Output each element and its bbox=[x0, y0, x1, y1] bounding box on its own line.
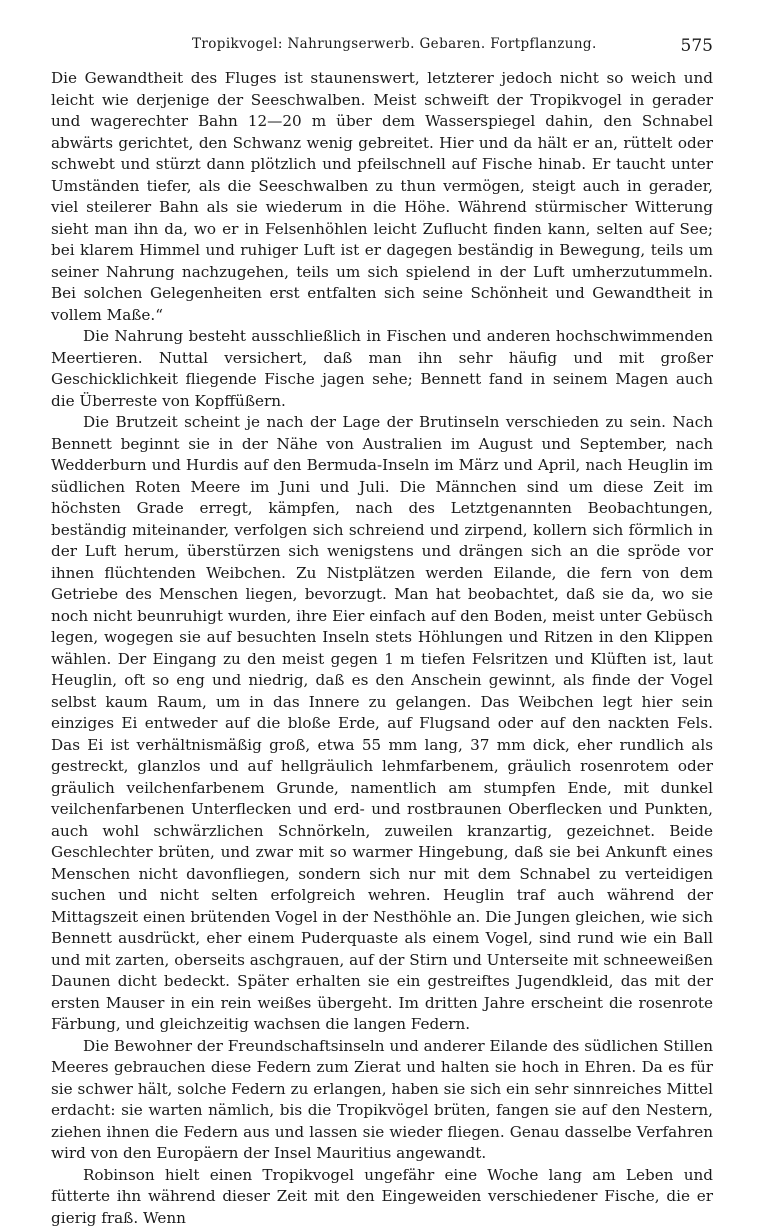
paragraph-breeding: Die Brutzeit scheint je nach der Lage der Brutinseln verschieden zu sein. Nach Bennett beginnt sie in der Nähe von Australien im August und September, nach Wedderburn und Hurdis auf den Bermuda-Inseln im März und April, nach Heuglin im südlichen Roten Meere im Juni und Juli. Die Männchen sind um diese Zeit im höchsten Grade erregt, kämpfen, nach des Letztgenannten Beobachtungen, beständig miteinander, verfolgen sich schreiend und zirpend, kollern sich förmlich in der Luft herum, überstürzen sich wenigstens und drängen sich an die spröde vor ihnen flüchtenden Weibchen. Zu Nistplätzen werden Eilande, die fern von dem Getriebe des Menschen liegen, bevorzugt. Man hat beobachtet, daß sie da, wo sie noch nicht beunruhigt wurden, ihre Eier einfach auf den Boden, meist unter Gebüsch legen, wogegen sie auf besuchten Inseln stets Höhlungen und Ritzen in den Klippen wählen. Der Eingang zu den meist gegen 1 m tiefen Felsritzen und Klüften ist, laut Heuglin, oft so eng und niedrig, daß es den Anschein gewinnt, als finde der Vogel selbst kaum Raum, um in das Innere zu gelangen. Das Weibchen legt hier sein einziges Ei entweder auf die bloße Erde, auf Flugsand oder auf den nackten Fels. Das Ei ist verhältnismäßig groß, etwa 55 mm lang, 37 mm dick, eher rundlich als gestreckt, glanzlos und auf hellgräulich lehmfarbenem, gräulich rosenrotem oder gräulich veilchenfarbenem Grunde, namentlich am stumpfen Ende, mit dunkel veilchenfarbenen Unterflecken und erd- und rostbraunen Oberflecken und Punkten, auch wohl schwärzlichen Schnörkeln, zuweilen kranzartig, gezeichnet. Beide Geschlechter brüten, und zwar mit so warmer Hingebung, daß sie bei Ankunft eines Menschen nicht davonfliegen, sondern sich nur mit dem Schnabel zu verteidigen suchen und nicht selten erfolgreich wehren. Heuglin traf auch während der Mittagszeit einen brütenden Vogel in der Nesthöhle an. Die Jungen gleichen, wie sich Bennett ausdrückt, eher einem Puderquaste als einem Vogel, sind rund wie ein Ball und mit zarten, oberseits aschgrauen, auf der Stirn und Unterseite mit schneeweißen Daunen dicht bedeckt. Später erhalten sie ein gestreiftes Jugendkleid, das mit der ersten Mauser in ein rein weißes übergeht. Im dritten Jahre erscheint die rosenrote Färbung, und gleichzeitig wachsen die langen Federn. bbox=[51, 412, 713, 1036]
running-title: Tropikvogel: Nahrungserwerb. Gebaren. Fortpflanzung. bbox=[192, 36, 597, 52]
paragraph-food: Die Nahrung besteht ausschließlich in Fischen und anderen hochschwimmenden Meertieren. Nuttal versichert, daß man ihn sehr häufig und mit großer Geschicklichkeit fliegende Fische jagen sehe; Bennett fand in seinem Magen auch die Überreste von Kopffüßern. bbox=[51, 326, 713, 412]
body-text bbox=[51, 68, 713, 1229]
paragraph-feathers: Die Bewohner der Freundschaftsinseln und anderer Eilande des südlichen Stillen Meeres gebrauchen diese Federn zum Zierat und halten sie hoch in Ehren. Da es für sie schwer hält, solche Federn zu erlangen, haben sie sich ein sehr sinnreiches Mittel erdacht: sie warten nämlich, bis die Tropikvögel brüten, fangen sie auf den Nestern, ziehen ihnen die Federn aus und lassen sie wieder fliegen. Genau dasselbe Verfahren wird von den Europäern der Insel Mauritius angewandt. bbox=[51, 1036, 713, 1165]
paragraph-flight: Die Gewandtheit des Fluges ist staunenswert, letzterer jedoch nicht so weich und leicht wie derjenige der Seeschwalben. Meist schweift der Tropikvogel in gerader und wagerechter Bahn 12—20 m über dem Wasserspiegel dahin, den Schnabel abwärts gerichtet, den Schwanz wenig gebreitet. Hier und da hält er an, rüttelt oder schwebt und stürzt dann plötzlich und pfeilschnell auf Fische hinab. Er taucht unter Umständen tiefer, als die Seeschwalben zu thun vermögen, steigt auch in gerader, viel steilerer Bahn als sie wiederum in die Höhe. Während stürmischer Witterung sieht man ihn da, wo er in Felsenhöhlen leicht Zuflucht finden kann, selten auf See; bei klarem Himmel und ruhiger Luft ist er dagegen beständig in Bewegung, teils um seiner Nahrung nachzugehen, teils um sich spielend in der Luft umherzutummeln. Bei solchen Gelegenheiten erst entfalten sich seine Schönheit und Gewandtheit in vollem Maße.“ bbox=[51, 68, 713, 326]
page-number: 575 bbox=[681, 36, 713, 56]
paragraph-captivity: Robinson hielt einen Tropikvogel ungefähr eine Woche lang am Leben und fütterte ihn während dieser Zeit mit den Eingeweiden verschiedener Fische, die er gierig fraß. Wenn bbox=[51, 1165, 713, 1229]
running-head bbox=[0, 36, 765, 58]
